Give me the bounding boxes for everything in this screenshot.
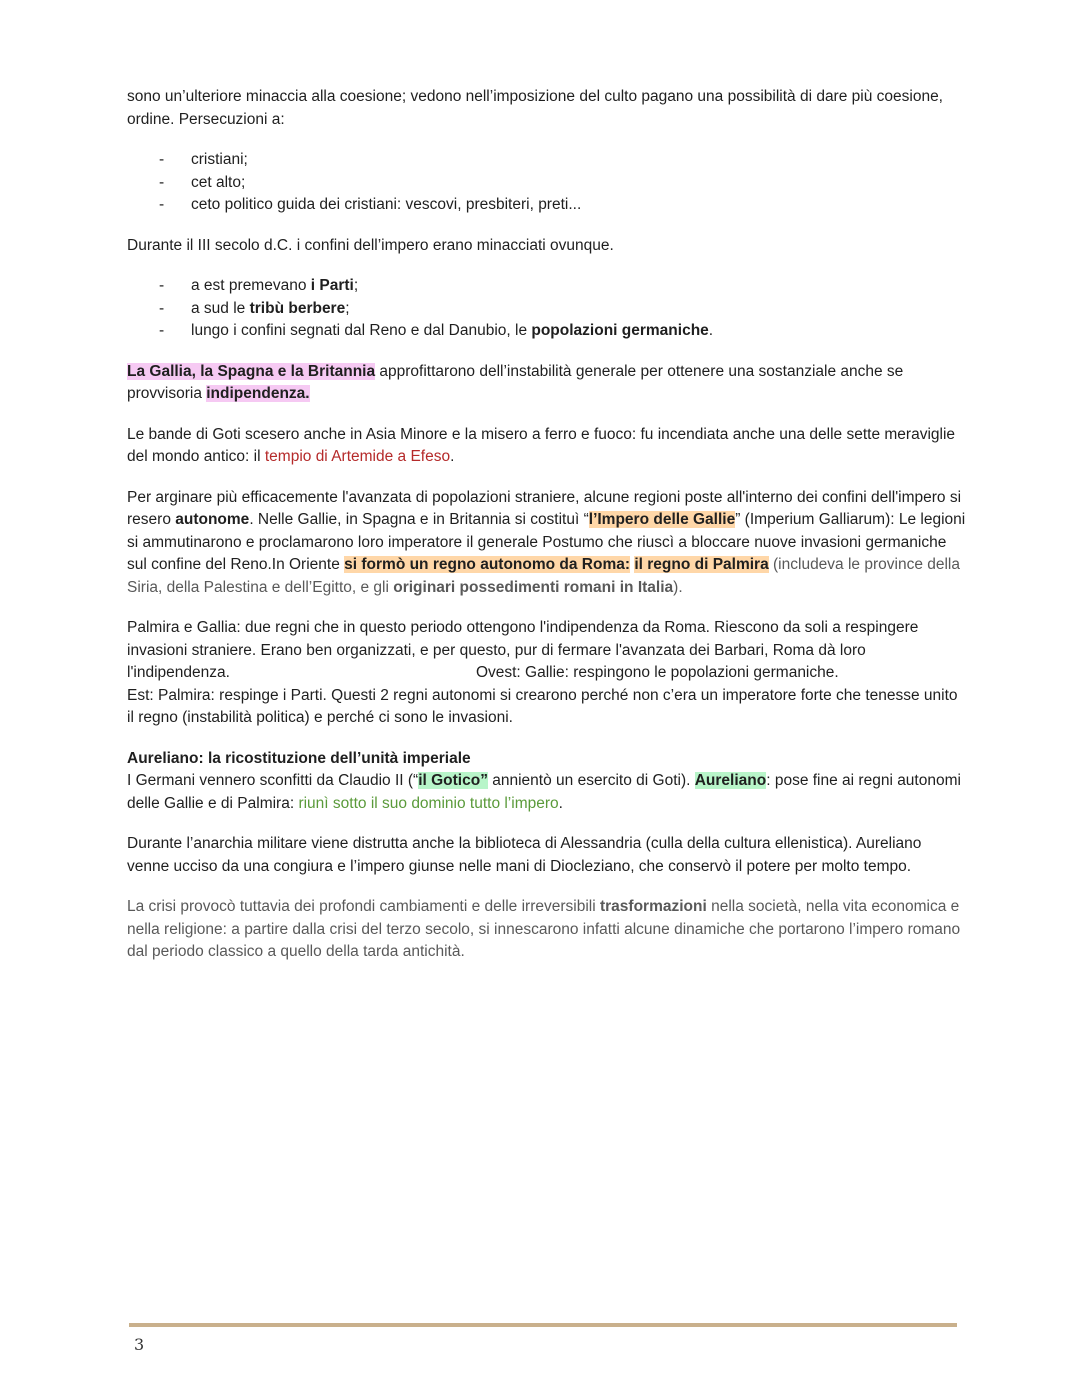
list-item: - cristiani; — [159, 151, 248, 168]
paragraph-goti: Le bande di Goti scesero anche in Asia Minore e la misero a ferro e fuoco: fu incendiata anche una delle sette meraviglie del mondo antico: il tempio di Artemide a Efeso. — [127, 425, 956, 465]
highlight-indipendenza: indipendenza. — [206, 385, 310, 402]
paragraph-anarchia: Durante l’anarchia militare viene distrutta anche la biblioteca di Alessandria (culla della cultura ellenistica). Aureliano venne ucciso da una congiura e l’impero giunse nelle mani di Diocleziano, che conservò il potere per molto tempo. — [127, 835, 922, 875]
paragraph-aureliano: Aureliano: la ricostituzione dell’unità imperiale I Germani vennero sconfitti da Claudio II (“il Gotico” annientò un esercito di Goti). Aureliano: pose fine ai regni autonomi delle Gallie e di Palmira: riunì sotto il suo dominio tutto l’impero. — [127, 749, 961, 812]
tempio-artemide-text: tempio di Artemide a Efeso — [264, 448, 451, 465]
highlight-gallia-spagna-britannia: La Gallia, la Spagna e la Britannia — [127, 362, 376, 380]
list-item: - lungo i confini segnati dal Reno e dal Danubio, le popolazioni germaniche. — [159, 322, 714, 339]
document-body — [127, 86, 967, 982]
riuni-impero-text: riunì sotto il suo dominio tutto l’impero — [298, 794, 559, 812]
paragraph-persecuzioni: sono un’ulteriore minaccia alla coesione; vedono nell’imposizione del culto pagano una possibilità di dare più coesione, ordine. Persecuzioni a: — [127, 88, 943, 128]
highlight-impero-gallie: l’Impero delle Gallie — [588, 511, 736, 528]
footer-rule — [129, 1323, 957, 1327]
paragraph-crisi: La crisi provocò tuttavia dei profondi cambiamenti e delle irreversibili trasformazioni nella società, nella vita economica e nella religione: a partire dalla crisi del terzo secolo, si innescarono infatti alcune dinamiche che portarono l’impero romano dal periodo classico a quello della tarda antichità. — [127, 898, 961, 960]
paragraph-palmira-gallia: Palmira e Gallia: due regni che in questo periodo ottengono l'indipendenza da Roma. Riescono da soli a respingere invasioni straniere. Erano ben organizzati, e per questo, pur di fermare l'avanzata dei Barbari, Roma dà loro l'indipendenza. Ovest: Gallie: respingono le popolazioni germaniche. Est: Palmira: respinge i Parti. Questi 2 regni autonomi si crearono perché non c’era un imperatore forte che tenesse unito il regno (instabilità politica) e perché ci sono le invasioni. — [127, 619, 958, 726]
list-item: - ceto politico guida dei cristiani: vescovi, presbiteri, preti... — [159, 196, 582, 213]
paragraph-confini: Durante il III secolo d.C. i confini dell’impero erano minacciati ovunque. — [127, 236, 614, 254]
paragraph-regni-autonomi: Per arginare più efficacemente l'avanzata di popolazioni straniere, alcune regioni poste all'interno dei confini dell'impero si resero autonome. Nelle Gallie, in Spagna e in Britannia si costituì “l’Impero delle Gallie” (Imperium Galliarum): Le legioni si ammutinarono e proclamarono loro imperatore il generale Postumo che riuscì a bloccare nuove invasioni germaniche sul confine del Reno.In Oriente si formò un regno autonomo da Roma: il regno di Palmira (includeva le province della Siria, della Palestina e dell’Egitto, e gli originari possedimenti romani in Italia). — [127, 488, 966, 596]
list-item: - cet alto; — [159, 173, 246, 191]
highlight-regno-palmira: il regno di Palmira — [634, 556, 769, 573]
section-heading: Aureliano: la ricostituzione dell’unità imperiale — [127, 749, 471, 767]
list-item: - a est premevano i Parti; — [159, 277, 359, 294]
list-persecuzioni — [127, 149, 967, 217]
page-number: 3 — [134, 1335, 145, 1354]
highlight-regno-autonomo: si formò un regno autonomo da Roma: — [344, 556, 631, 573]
highlight-il-gotico: il Gotico” — [418, 772, 488, 789]
list-item: - a sud le tribù berbere; — [159, 299, 350, 317]
paragraph-indipendenza: La Gallia, la Spagna e la Britannia approfittarono dell’instabilità generale per ottenere una sostanziale anche se provvisoria indipendenza. — [127, 362, 904, 402]
list-minacce — [127, 275, 967, 343]
highlight-aureliano: Aureliano — [694, 772, 767, 789]
